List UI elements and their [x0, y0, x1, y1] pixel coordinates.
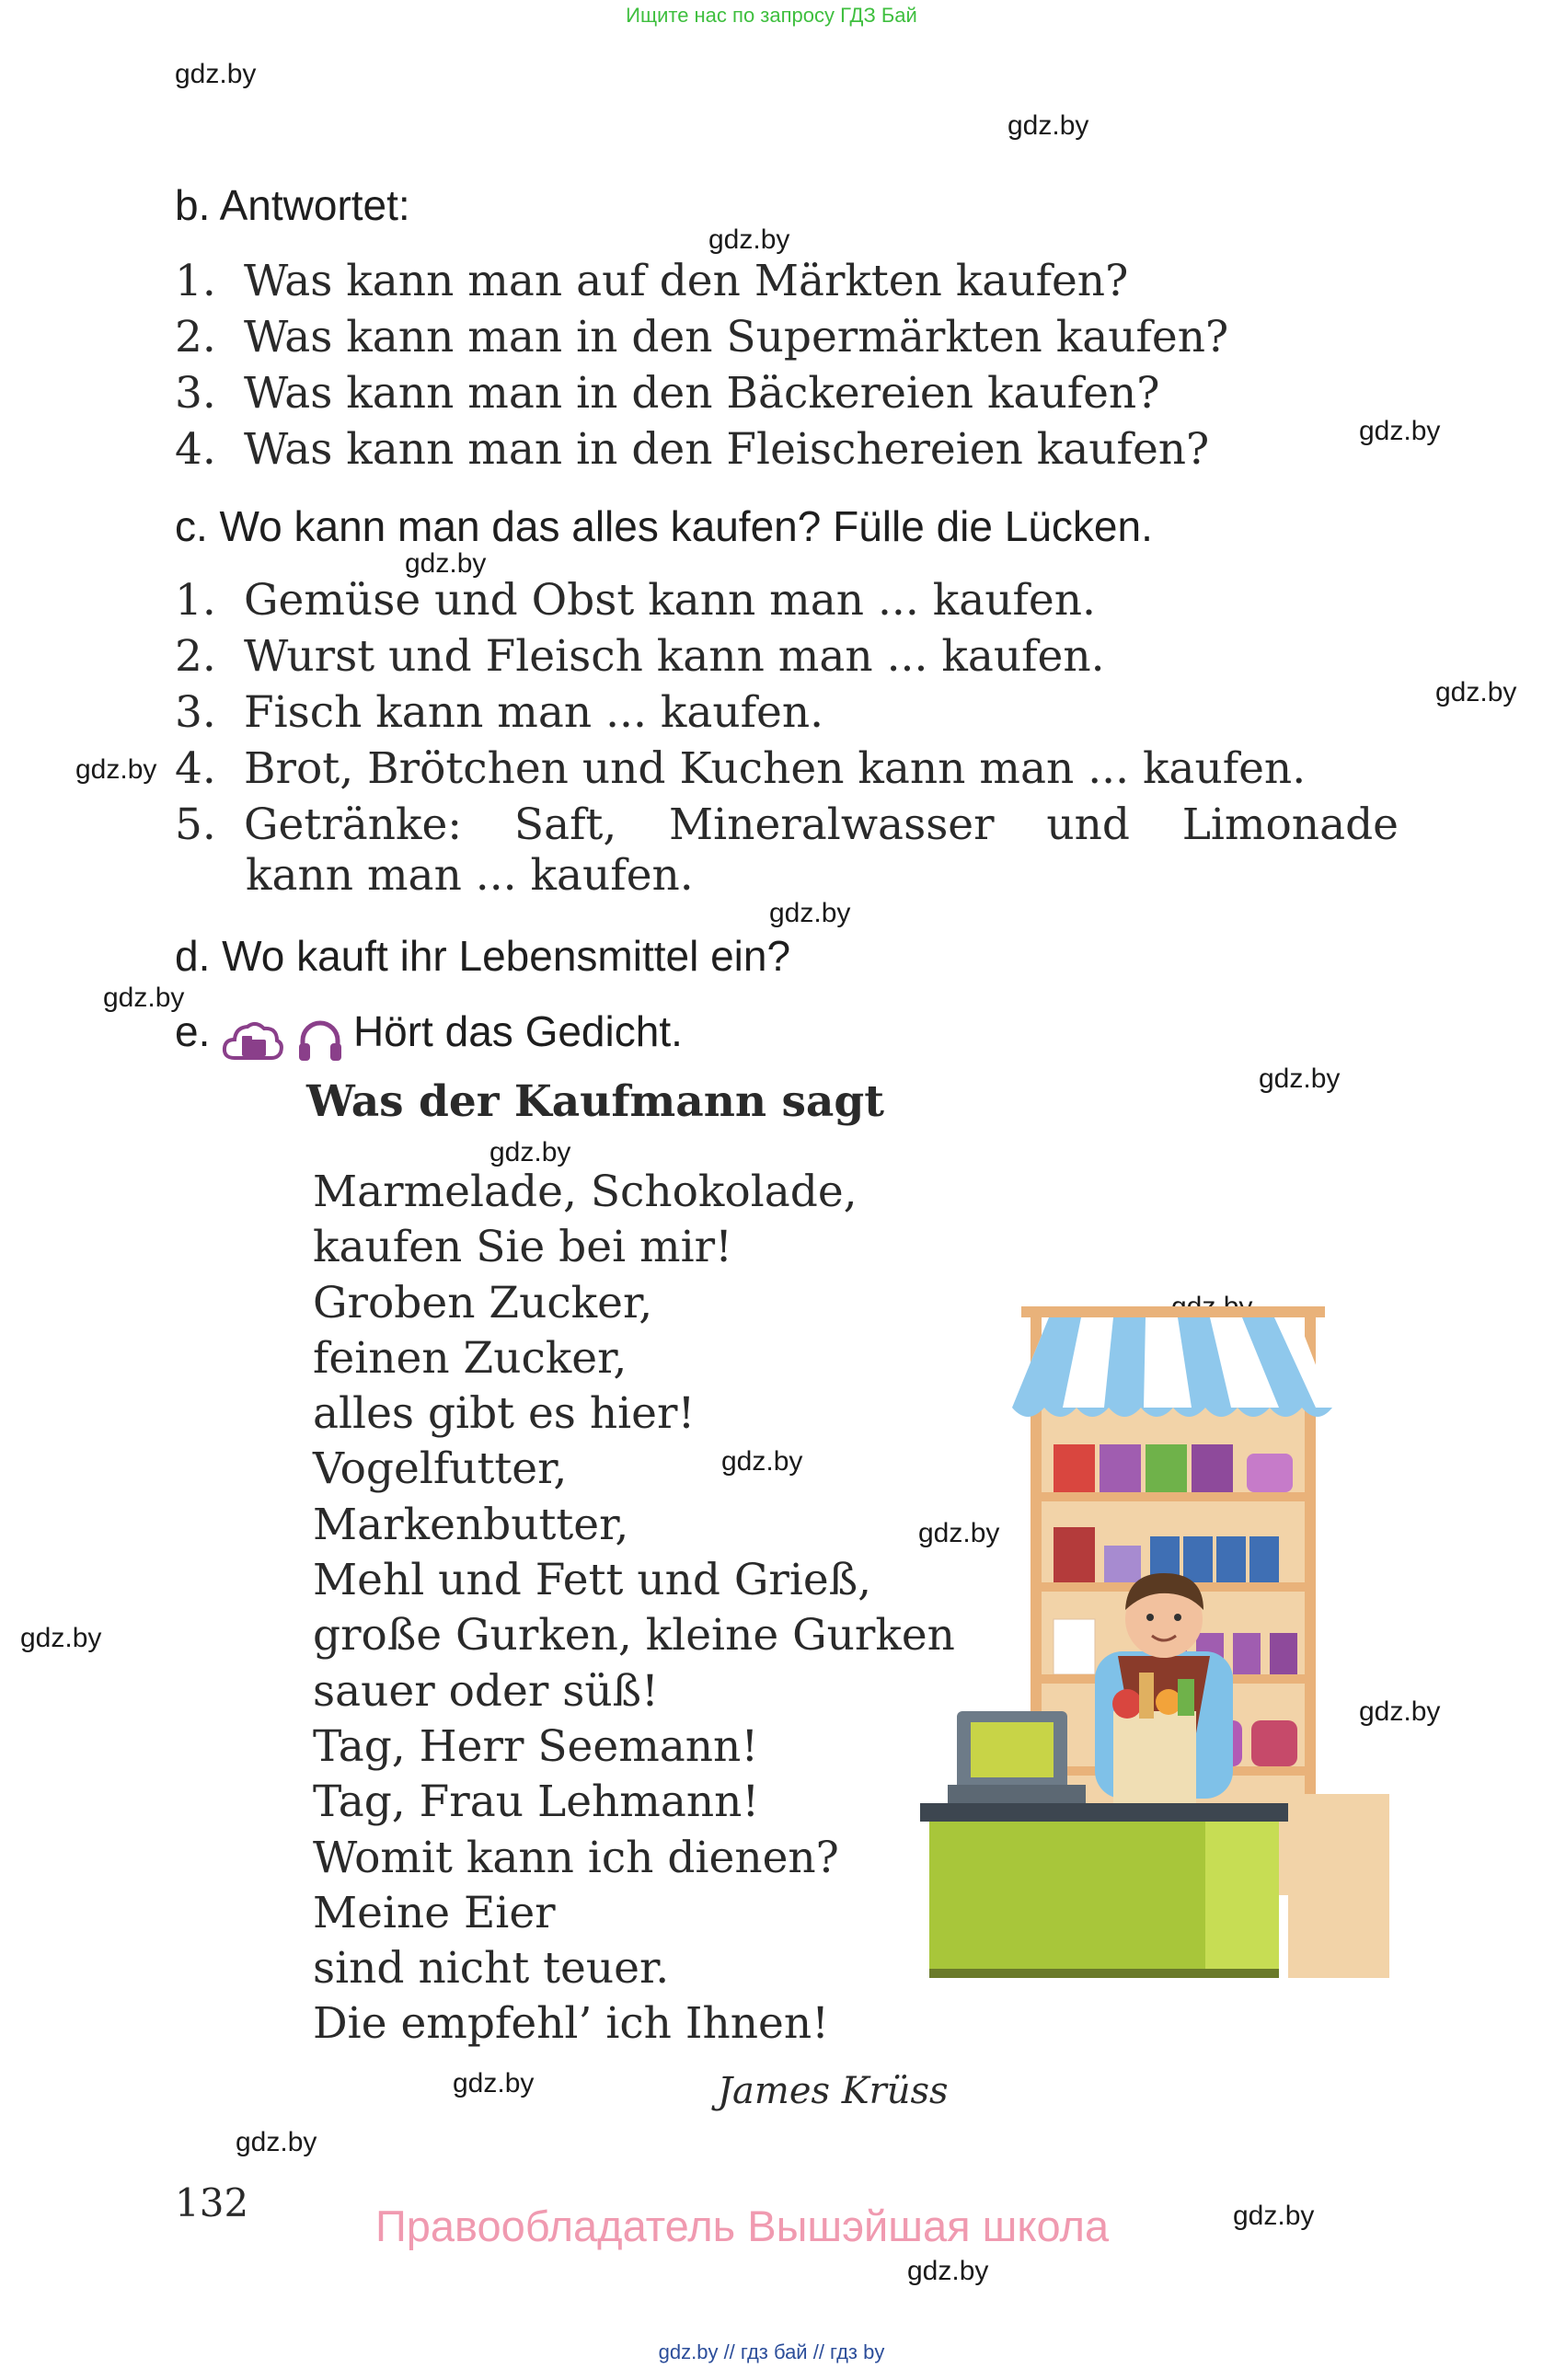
poem-line: sind nicht teuer. [313, 1943, 670, 1995]
list-item: 4. Brot, Brötchen und Kuchen kann man ... kaufen. [175, 743, 1307, 794]
watermark: gdz.by [236, 2127, 317, 2157]
watermark: gdz.by [20, 1623, 102, 1653]
footer-links[interactable]: gdz.by // гдз бай // гдз by [658, 2340, 885, 2363]
poem-line: Groben Zucker, [313, 1277, 653, 1328]
list-item: 4. Was kann man in den Fleischereien kaufen? [175, 424, 1210, 475]
poem-line: feinen Zucker, [313, 1332, 628, 1384]
poem-author: James Krüss [718, 2070, 949, 2112]
list-item: 2. Wurst und Fleisch kann man ... kaufen. [175, 631, 1105, 682]
poem-line: Womit kann ich dienen? [313, 1832, 839, 1883]
section-b-heading: b. Antwortet: [175, 181, 410, 229]
section-d-heading: d. Wo kauft ihr Lebensmittel ein? [175, 932, 791, 980]
watermark: gdz.by [918, 1518, 1000, 1548]
poem-title: Was der Kaufmann sagt [306, 1076, 884, 1127]
headphones-icon[interactable] [296, 1018, 344, 1064]
watermark: gdz.by [175, 59, 257, 89]
watermark: gdz.by [75, 754, 157, 785]
watermark: gdz.by [907, 2256, 989, 2286]
section-e-heading: e. Hört das Gedicht. [175, 1006, 683, 1064]
rights-holder: Правообладатель Вышэйшая школа [375, 2202, 1110, 2250]
cloud-folder-icon[interactable] [222, 1018, 284, 1064]
watermark: gdz.by [405, 548, 487, 579]
page-number: 132 [175, 2180, 249, 2225]
watermark: gdz.by [1008, 110, 1089, 141]
shopkeeper-illustration [883, 1306, 1417, 1987]
poem-line: Tag, Herr Seemann! [313, 1720, 759, 1772]
poem-line: Die empfehl’ ich Ihnen! [313, 1998, 829, 2050]
watermark: gdz.by [1259, 1064, 1341, 1094]
list-item: 1. Was kann man auf den Märkten kaufen? [175, 256, 1129, 306]
watermark: gdz.by [489, 1137, 571, 1167]
watermark: gdz.by [1359, 1696, 1441, 1727]
poem-line: Meine Eier [313, 1887, 556, 1938]
poem-line: Marmelade, Schokolade, [313, 1167, 858, 1217]
poem-line: Mehl und Fett und Grieß, [313, 1555, 872, 1606]
watermark: gdz.by [721, 1446, 803, 1477]
list-item: 3. Was kann man in den Bäckereien kaufen? [175, 368, 1160, 419]
watermark: gdz.by [453, 2068, 535, 2098]
section-c-heading: c. Wo kann man das alles kaufen? Fülle die Lücken. [175, 502, 1153, 550]
watermark: gdz.by [1359, 416, 1441, 446]
watermark: gdz.by [103, 983, 185, 1013]
list-item: 5. Getränke: Saft, Mineralwasser und Limonade kann man ... kaufen. [175, 799, 1399, 901]
top-search-hint[interactable]: Ищите нас по запросу ГДЗ Бай [626, 4, 917, 27]
watermark: gdz.by [1435, 677, 1517, 707]
list-item: 2. Was kann man in den Supermärkten kaufen? [175, 312, 1229, 362]
poem-line: Tag, Frau Lehmann! [313, 1776, 760, 1828]
watermark: gdz.by [708, 224, 790, 255]
watermark: gdz.by [1233, 2201, 1315, 2231]
poem-line: alles gibt es hier! [313, 1388, 696, 1440]
poem-line: Vogelfutter, [313, 1443, 568, 1495]
poem-line: kaufen Sie bei mir! [313, 1222, 733, 1273]
poem-body [313, 1165, 955, 2052]
list-item: 3. Fisch kann man ... kaufen. [175, 687, 824, 738]
poem-line: große Gurken, kleine Gurken [313, 1610, 955, 1661]
watermark: gdz.by [769, 898, 851, 928]
list-item: 1. Gemüse und Obst kann man ... kaufen. [175, 575, 1096, 626]
poem-line: Markenbutter, [313, 1499, 629, 1550]
poem-line: sauer oder süß! [313, 1665, 659, 1717]
